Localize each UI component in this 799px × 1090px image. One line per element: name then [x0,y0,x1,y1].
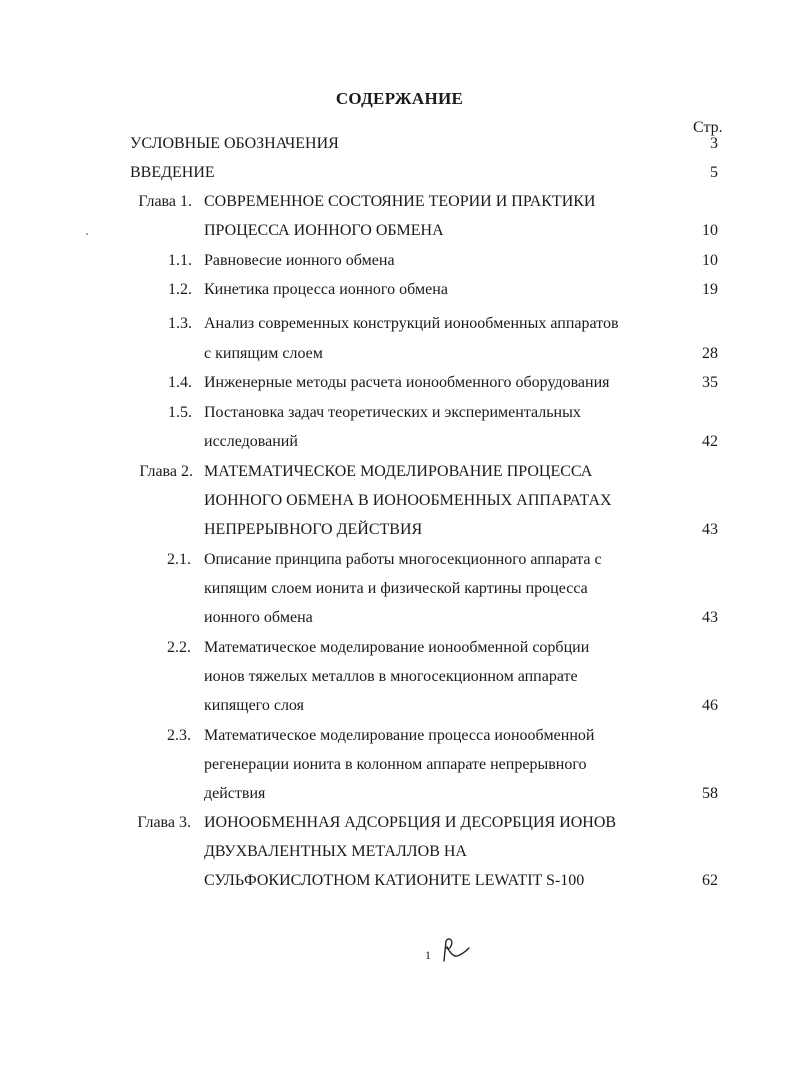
toc-entry-text: Равновесие ионного обмена [204,252,395,269]
page-number: 1 [425,948,431,962]
toc-entry-number: 2.3. [167,727,191,744]
toc-entry [0,187,799,216]
page-title: СОДЕРЖАНИЕ [335,89,464,108]
toc-entry-number: 1.2. [168,281,192,298]
toc-entry [0,691,799,720]
toc-entry-page: 10 [702,222,718,239]
toc-entry-text: Постановка задач теоретических и экспериментальных [204,404,581,421]
toc-entry [0,866,799,895]
toc-entry-page: 3 [710,135,718,152]
toc-entry-text: Описание принципа работы многосекционного аппарата с [204,551,602,568]
toc-entry-page: 43 [702,521,718,538]
toc-entry [0,486,799,515]
toc-entry [0,603,799,632]
toc-entry-text: ПРОЦЕССА ИОННОГО ОБМЕНА [204,222,444,239]
toc-entry-text: ионов тяжелых металлов в многосекционном аппарате [204,668,578,685]
toc-entry-page: 58 [702,785,718,802]
toc-entry [0,129,799,158]
toc-entry [0,545,799,574]
toc-entry-page: 43 [702,609,718,626]
toc-entry-page: 28 [702,345,718,362]
toc-entry-text: ДВУХВАЛЕНТНЫХ МЕТАЛЛОВ НА [204,843,467,860]
toc-entry [0,216,799,245]
toc-entry-text: СУЛЬФОКИСЛОТНОМ КАТИОНИТЕ LEWATIT S-100 [204,872,585,889]
toc-entry-text: Кинетика процесса ионного обмена [204,281,448,298]
toc-entry-text: кипящим слоем ионита и физической картины процесса [204,580,588,597]
toc-entry [0,427,799,456]
toc-entry [0,779,799,808]
page-column-header: Стр. [693,119,723,136]
toc-entry [0,837,799,866]
toc-entry-text: Математическое моделирование ионообменной сорбции [204,639,590,656]
toc-entry-number: 2.2. [167,639,191,656]
toc-entry-page: 35 [702,374,718,391]
toc-entry-number: Глава 3. [137,814,191,831]
toc-entry-page: 42 [702,433,718,450]
toc-entry-page: 62 [702,872,718,889]
toc-entry-text: исследований [204,433,298,450]
toc-entry-number: 1.3. [168,315,192,332]
toc-entry [0,574,799,603]
toc-entry-text: Анализ современных конструкций ионообменных аппаратов [204,315,619,332]
toc-entry-text: регенерации ионита в колонном аппарате непрерывного [204,756,587,773]
toc-entry-page: 46 [702,697,718,714]
toc-entry [0,457,799,486]
toc-entry-text: действия [204,785,266,802]
toc-entry-number: 1.4. [168,374,192,391]
toc-entry-number: 1.5. [168,404,192,421]
toc-entry-text: ВВЕДЕНИЕ [130,164,215,181]
toc-entry [0,275,799,304]
toc-entry-text: МАТЕМАТИЧЕСКОЕ МОДЕЛИРОВАНИЕ ПРОЦЕССА [204,463,593,480]
toc-entry [0,515,799,544]
toc-entry-text: кипящего слоя [204,697,304,714]
toc-entry-text: СОВРЕМЕННОЕ СОСТОЯНИЕ ТЕОРИИ И ПРАКТИКИ [204,193,596,210]
toc-entry [0,662,799,691]
toc-entry-text: с кипящим слоем [204,345,323,362]
toc-entry-text: ИОННОГО ОБМЕНА В ИОНООБМЕННЫХ АППАРАТАХ [204,492,612,509]
toc-entry-text: ионного обмена [204,609,313,626]
toc-entry [0,246,799,275]
toc-entry [0,339,799,368]
toc-entry-number: Глава 1. [138,193,192,210]
toc-entry [0,158,799,187]
toc-entry-text: ИОНООБМЕННАЯ АДСОРБЦИЯ И ДЕСОРБЦИЯ ИОНОВ [204,814,617,831]
toc-entry-number: Глава 2. [139,463,193,480]
toc-entry [0,368,799,397]
toc-entry-number: 1.1. [168,252,192,269]
toc-entry [0,633,799,662]
toc-entry-text: УСЛОВНЫЕ ОБОЗНАЧЕНИЯ [130,135,339,152]
toc-entry-text: Математическое моделирование процесса ионообменной [204,727,595,744]
toc-entry-text: НЕПРЕРЫВНОГО ДЕЙСТВИЯ [204,521,423,538]
toc-entry [0,750,799,779]
toc-entry-text: Инженерные методы расчета ионообменного оборудования [204,374,610,391]
toc-entry [0,309,799,338]
toc-entry-page: 10 [702,252,718,269]
toc-entry [0,808,799,837]
toc-entry [0,721,799,750]
toc-entry-page: 5 [710,164,718,181]
toc-entry-page: 19 [702,281,718,298]
toc-entry-number: 2.1. [167,551,191,568]
toc-entry [0,398,799,427]
signature-icon [440,935,472,965]
